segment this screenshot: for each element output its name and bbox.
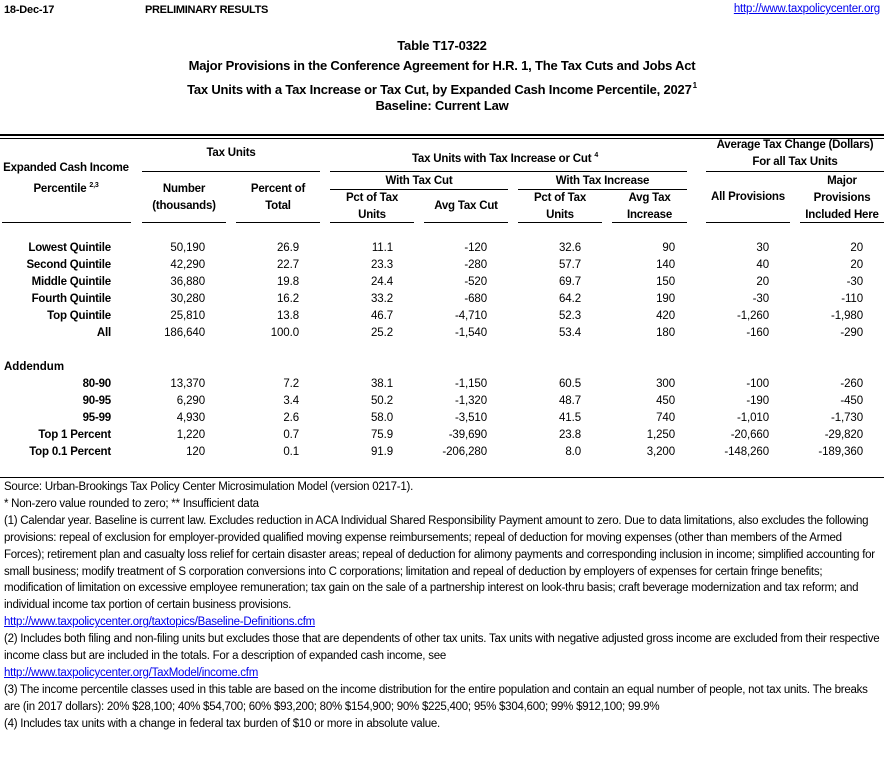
cell-all-provisions: 30	[756, 242, 769, 254]
cell-inc-pct: 57.7	[559, 259, 581, 271]
cell-inc-pct: 23.8	[559, 429, 581, 441]
footnote-marker: 1	[692, 81, 697, 90]
cell-cut-avg: -1,150	[454, 378, 487, 390]
cell-pct-total: 0.7	[283, 429, 299, 441]
cell-cut-pct: 75.9	[371, 429, 393, 441]
col-header-cut-pct: Pct of Tax Units	[345, 192, 399, 221]
baseline-label: Baseline: Current Law	[375, 98, 509, 113]
cell-major-provisions: -29,820	[824, 429, 863, 441]
cell-pct-total: 13.8	[277, 310, 299, 322]
cell-inc-avg: 300	[656, 378, 675, 390]
row-label: Lowest Quintile	[28, 242, 111, 254]
table-row	[0, 427, 884, 444]
cell-cut-pct: 46.7	[371, 310, 393, 322]
table-bottom-rule	[0, 477, 884, 478]
cell-pct-total: 100.0	[270, 327, 299, 339]
cell-major-provisions: 20	[850, 242, 863, 254]
cell-all-provisions: -160	[746, 327, 769, 339]
col-header-all-provisions: All Provisions	[711, 191, 785, 203]
cell-number: 186,640	[164, 327, 205, 339]
cell-inc-avg: 3,200	[646, 446, 675, 458]
underline	[518, 222, 602, 223]
cell-all-provisions: 40	[756, 259, 769, 271]
cell-number: 30,280	[170, 293, 205, 305]
cell-cut-avg: -3,510	[454, 412, 487, 424]
cell-number: 1,220	[176, 429, 205, 441]
cell-number: 50,190	[170, 242, 205, 254]
cell-inc-pct: 60.5	[559, 378, 581, 390]
cell-pct-total: 22.7	[277, 259, 299, 271]
row-label: Fourth Quintile	[31, 293, 111, 305]
cell-inc-avg: 1,250	[646, 429, 675, 441]
cell-inc-avg: 140	[656, 259, 675, 271]
cell-cut-pct: 38.1	[371, 378, 393, 390]
row-label: 95-99	[82, 412, 111, 424]
cell-number: 6,290	[176, 395, 205, 407]
cell-pct-total: 26.9	[277, 242, 299, 254]
cell-major-provisions: -1,980	[830, 310, 863, 322]
status-label: PRELIMINARY RESULTS	[145, 4, 269, 16]
subgroup-with-tax-cut: With Tax Cut	[385, 175, 453, 187]
underline	[330, 222, 414, 223]
row-label: 80-90	[82, 378, 111, 390]
cell-cut-pct: 58.0	[371, 412, 393, 424]
cell-pct-total: 0.1	[283, 446, 299, 458]
row-label: Top 1 Percent	[38, 429, 111, 441]
cell-inc-pct: 48.7	[559, 395, 581, 407]
cell-cut-avg: -4,710	[454, 310, 487, 322]
cell-major-provisions: -290	[840, 327, 863, 339]
source-note: Source: Urban-Brookings Tax Policy Center Microsimulation Model (version 0217-1).	[4, 481, 414, 493]
cell-all-provisions: 20	[756, 276, 769, 288]
table-row	[0, 257, 884, 274]
cell-number: 13,370	[170, 378, 205, 390]
underline	[424, 222, 508, 223]
cell-number: 4,930	[176, 412, 205, 424]
addendum-heading: Addendum	[4, 361, 65, 373]
cell-cut-pct: 23.3	[371, 259, 393, 271]
cell-inc-avg: 740	[656, 412, 675, 424]
underline	[800, 222, 884, 223]
underline	[612, 222, 687, 223]
cell-inc-pct: 64.2	[559, 293, 581, 305]
table-row	[0, 308, 884, 325]
cell-major-provisions: -189,360	[818, 446, 863, 458]
table-row-total	[0, 325, 884, 342]
underline	[236, 222, 320, 223]
col-header-inc-pct: Pct of Tax Units	[533, 192, 587, 221]
table-row	[0, 274, 884, 291]
site-link[interactable]: http://www.taxpolicycenter.org	[733, 3, 880, 15]
table-row	[0, 393, 884, 410]
col-header-pct-total: Percent of Total	[250, 183, 306, 212]
cell-all-provisions: -1,260	[736, 310, 769, 322]
table-row	[0, 376, 884, 393]
cell-cut-avg: -39,690	[448, 429, 487, 441]
cell-all-provisions: -30	[752, 293, 769, 305]
footnotes	[4, 479, 882, 733]
cell-cut-pct: 25.2	[371, 327, 393, 339]
table-title: Major Provisions in the Conference Agreement for H.R. 1, The Tax Cuts and Jobs Act	[188, 58, 696, 73]
group-header-increase-cut: Tax Units with Tax Increase or Cut $^4$	[411, 152, 599, 165]
cell-number: 25,810	[170, 310, 205, 322]
cell-major-provisions: -260	[840, 378, 863, 390]
row-label: Second Quintile	[26, 259, 111, 271]
cell-number: 42,290	[170, 259, 205, 271]
table-subtitle: Tax Units with a Tax Increase or Tax Cut, by Expanded Cash Income Percentile, 2027$^1$	[187, 81, 697, 97]
top-bar	[0, 0, 884, 20]
cell-cut-avg: -206,280	[442, 446, 487, 458]
table-row	[0, 291, 884, 308]
report-date: 18-Dec-17	[4, 4, 55, 16]
cell-major-provisions: -450	[840, 395, 863, 407]
cell-inc-avg: 150	[656, 276, 675, 288]
table-titles	[0, 36, 884, 116]
cell-pct-total: 16.2	[277, 293, 299, 305]
footnote-3: (3) The income percentile classes used in this table are based on the income distribution for the entire population and contain an equal number of people, not tax units. The breaks are (in 2017 dollars): 20% $28,100; 40% $54,700; 60% $93,200; 80% $154,900; 90% $225,400; 95% $304,600; 99% $912,100; 99.9%	[4, 683, 868, 713]
col-header-major-provisions: Major Provisions Included Here	[805, 175, 879, 221]
cell-cut-avg: -280	[464, 259, 487, 271]
table-row	[0, 240, 884, 257]
col-header-cut-avg: Avg Tax Cut	[434, 200, 498, 212]
cell-pct-total: 7.2	[283, 378, 299, 390]
cell-major-provisions: 20	[850, 259, 863, 271]
cell-inc-avg: 190	[656, 293, 675, 305]
row-label: Middle Quintile	[31, 276, 111, 288]
cell-all-provisions: -1,010	[736, 412, 769, 424]
cell-cut-avg: -120	[464, 242, 487, 254]
cell-cut-pct: 50.2	[371, 395, 393, 407]
cell-pct-total: 19.8	[277, 276, 299, 288]
cell-cut-avg: -1,540	[454, 327, 487, 339]
cell-all-provisions: -190	[746, 395, 769, 407]
cell-all-provisions: -20,660	[730, 429, 769, 441]
underline	[706, 171, 884, 172]
cell-cut-pct: 33.2	[371, 293, 393, 305]
legend-note: * Non-zero value rounded to zero; ** Insufficient data	[4, 497, 259, 510]
cell-cut-avg: -1,320	[454, 395, 487, 407]
col-header-number: Number (thousands)	[152, 183, 216, 212]
cell-inc-pct: 52.3	[559, 310, 581, 322]
group-header-avg-change: Average Tax Change (Dollars) For all Tax Units	[716, 139, 874, 168]
cell-inc-pct: 41.5	[559, 412, 581, 424]
table-row	[0, 444, 884, 461]
cell-all-provisions: -148,260	[724, 446, 769, 458]
col-header-percentile: Expanded Cash Income Percentile $^{2,3}$	[3, 162, 129, 195]
cell-inc-pct: 69.7	[559, 276, 581, 288]
cell-major-provisions: -110	[841, 293, 863, 305]
cell-number: 120	[186, 446, 205, 458]
table-id: Table T17-0322	[397, 38, 487, 53]
col-header-inc-avg: Avg Tax Increase	[626, 192, 673, 221]
cell-inc-pct: 8.0	[565, 446, 581, 458]
group-header-tax-units: Tax Units	[206, 147, 256, 159]
baseline-definitions-link[interactable]: http://www.taxpolicycenter.org/taxtopics/Baseline-Definitions.cfm	[4, 616, 316, 629]
cell-inc-avg: 450	[656, 395, 675, 407]
cell-cut-pct: 91.9	[371, 446, 393, 458]
cell-cut-avg: -520	[464, 276, 487, 288]
cell-inc-avg: 90	[662, 242, 675, 254]
footnote-1: (1) Calendar year. Baseline is current law. Excludes reduction in ACA Individual Shared Responsibility Payment amount to zero. Due to data limitations, also excludes the following provisions: repeal of exclusion for employer-provided qualified moving expense reimbursements; repeal of deduction for moving expenses (other than members of the Armed Forces); retirement plan and casualty loss relief for certain disaster areas; repeal of deduction for alimony payments and corresponding inclusion in income; simplified accounting for small business; modify treatment of S corporation conversions into C corporations; limitation and repeal of deduction by employers of expenses for certain fringe benefits; modification of limitation on excessive employee remuneration; tax gain on the sale of a partnership interest on look-thru basis; craft beverage modernization and tax reform; and individual income tax portion of certain business provisions.	[4, 514, 875, 612]
cell-pct-total: 3.4	[283, 395, 299, 407]
cell-major-provisions: -1,730	[830, 412, 863, 424]
footnote-4: (4) Includes tax units with a change in federal tax burden of $10 or more in absolute value.	[4, 717, 440, 730]
cell-inc-avg: 420	[656, 310, 675, 322]
footnote-2: (2) Includes both filing and non-filing units but excludes those that are dependents of other tax units. Tax units with negative adjusted gross income are excluded from their respective income class but are included in the totals. For a description of expanded cash income, see	[4, 633, 880, 663]
cell-inc-pct: 53.4	[559, 327, 581, 339]
underline	[330, 171, 687, 172]
cell-cut-avg: -680	[464, 293, 487, 305]
row-label: Top 0.1 Percent	[29, 446, 111, 458]
cell-inc-avg: 180	[656, 327, 675, 339]
row-label: All	[96, 327, 111, 339]
cell-number: 36,880	[170, 276, 205, 288]
row-label: 90-95	[82, 395, 111, 407]
underline	[2, 222, 131, 223]
underline	[142, 171, 320, 172]
underline	[142, 222, 226, 223]
income-definition-link[interactable]: http://www.taxpolicycenter.org/TaxModel/income.cfm	[4, 666, 259, 679]
underline	[706, 222, 790, 223]
cell-major-provisions: -30	[846, 276, 863, 288]
table-row	[0, 410, 884, 427]
row-label: Top Quintile	[47, 310, 111, 322]
cell-cut-pct: 24.4	[371, 276, 393, 288]
subgroup-with-tax-increase: With Tax Increase	[555, 175, 650, 187]
cell-pct-total: 2.6	[283, 412, 299, 424]
cell-cut-pct: 11.1	[371, 242, 393, 254]
cell-inc-pct: 32.6	[559, 242, 581, 254]
cell-all-provisions: -100	[746, 378, 769, 390]
